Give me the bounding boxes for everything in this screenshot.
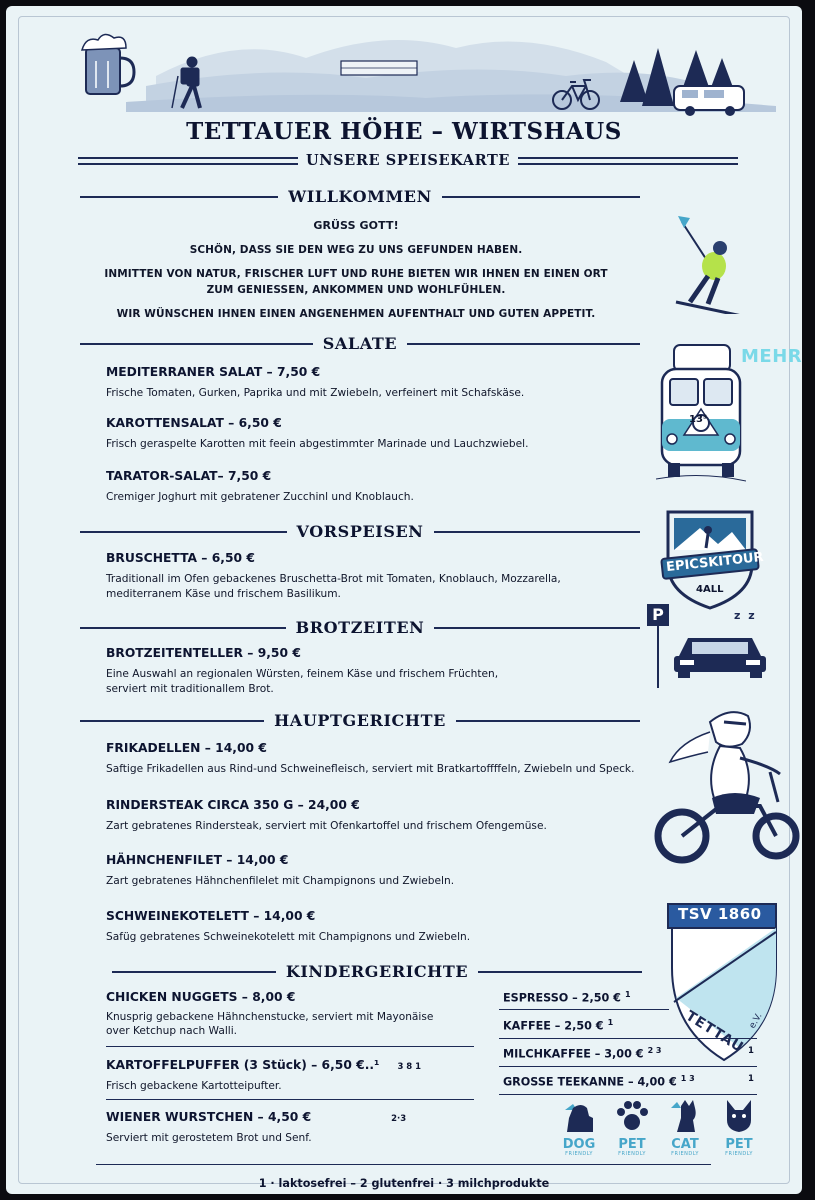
drink-name: MILCHKAFFEE – 3,00 € — [503, 1047, 644, 1061]
item-description-line: serviert mit traditionallem Brot. — [106, 683, 274, 695]
item-description: Zart gebratenes Rindersteak, serviert mit Ofenkartoffel und frischem Ofengemüse. — [106, 820, 547, 832]
allergen-note: 3 8 1 — [397, 1062, 422, 1072]
pet-label: PET — [725, 1137, 753, 1152]
mehr-label: MEHR — [741, 346, 802, 367]
subtitle-row — [78, 152, 738, 169]
drink-item — [503, 1018, 763, 1033]
drink-name: KAFFEE – 2,50 € — [503, 1019, 604, 1033]
menu-item — [106, 646, 706, 697]
item-name: MEDITERRANER SALAT – 7,50 € — [106, 365, 321, 379]
menu-item — [106, 365, 706, 401]
pet-sublabel: FRIENDLY — [565, 1151, 593, 1157]
section-title: VORSPEISEN — [296, 522, 424, 541]
divider — [499, 1038, 757, 1039]
ev-text: e.V. — [747, 1011, 765, 1031]
section-header-vorspeisen — [80, 522, 640, 541]
item-description: Frisch gebackene Kartotteipufter. — [106, 1080, 282, 1092]
parking-pole — [657, 626, 659, 688]
epicskitour-text: EPICSKITOUR — [665, 549, 765, 576]
pet-sublabel: FRIENDLY — [618, 1151, 646, 1157]
allergen-footnote: 1 · laktosefrei – 2 glutenfrei · 3 milchprodukte — [258, 1177, 550, 1190]
dog-friendly-badge — [554, 1096, 604, 1157]
divider — [106, 1046, 474, 1047]
forall-text: 4ALL — [696, 584, 724, 595]
drink-item — [503, 1046, 763, 1061]
menu-item — [106, 741, 706, 777]
welcome-line: WIR WÜNSCHEN IHNEN EINEN ANGENEHMEN AUFENTHALT UND GUTEN APPETIT. — [116, 308, 596, 320]
item-name: CHICKEN NUGGETS – 8,00 € — [106, 990, 296, 1004]
item-name: WIENER WURSTCHEN – 4,50 € — [106, 1110, 312, 1124]
item-description: Frisch geraspelte Karotten mit feein abgestimmter Marinade und Lauchzwiebel. — [106, 438, 529, 450]
item-name: BROTZEITENTELLER – 9,50 € — [106, 646, 301, 660]
menu-item — [106, 798, 706, 834]
skier-illustration — [668, 214, 748, 314]
dog-icon — [559, 1096, 599, 1134]
pet-label: DOG — [562, 1137, 596, 1152]
cat-icon — [665, 1096, 705, 1134]
menu-item — [106, 990, 466, 1038]
item-description — [106, 1010, 466, 1038]
item-description: Frische Tomaten, Gurken, Paprika und mit Zwiebeln, verfeinert mit Schafskäse. — [106, 387, 525, 399]
item-description-line: over Ketchup nach Walli. — [106, 1025, 238, 1037]
pet-friendly-badge — [607, 1096, 657, 1157]
menu-item — [106, 416, 706, 452]
allergen-note: 1 — [624, 990, 631, 999]
menu-page — [6, 6, 802, 1194]
item-description — [106, 572, 706, 602]
menu-subtitle: UNSERE SPEISEKARTE — [306, 152, 511, 169]
item-name: HÄHNCHENFILET – 14,00 € — [106, 853, 289, 867]
menu-item — [106, 1054, 466, 1093]
item-description: Saftige Frikadellen aus Rind-und Schweinefleisch, serviert mit Bratkartoffffeln, Zwiebeln und Speck. — [106, 763, 635, 775]
welcome-greeting: GRÜSS GOTT! — [313, 219, 399, 232]
item-description-line: Knusprig gebackene Hähnchenstucke, serviert mit Mayonäise — [106, 1011, 434, 1023]
menu-item — [106, 909, 706, 945]
cat-friendly-badge — [660, 1096, 710, 1157]
pet-label: PET — [618, 1137, 646, 1152]
drink-name: GROSSE TEEKANNE – 4,00 € — [503, 1075, 677, 1089]
car-illustration — [670, 624, 770, 680]
menu-item — [106, 853, 706, 889]
drink-item — [503, 990, 763, 1005]
pet-friendly-badge — [714, 1096, 764, 1157]
allergen-note: 2·3 — [391, 1114, 407, 1124]
section-title: HAUPTGERICHTE — [274, 711, 446, 730]
welcome-line: ZUM GENIESSEN, ANKOMMEN UND WOHLFÜHLEN. — [206, 284, 506, 296]
parking-sign-icon: P — [647, 604, 669, 626]
item-description-line: mediterranem Käse und frischem Basilikum. — [106, 588, 341, 600]
paw-icon — [612, 1096, 652, 1134]
pet-sublabel: FRIENDLY — [725, 1151, 753, 1157]
section-header-kindergerichte — [112, 962, 642, 981]
item-name: SCHWEINEKOTELETT – 14,00 € — [106, 909, 316, 923]
header-landscape-illustration — [6, 6, 802, 118]
divider — [499, 1094, 757, 1095]
drink-name: ESPRESSO – 2,50 € — [503, 991, 621, 1005]
welcome-line: SCHÖN, DASS SIE DEN WEG ZU UNS GEFUNDEN HABEN. — [189, 244, 523, 256]
item-description: Cremiger Joghurt mit gebratener Zucchinl und Knoblauch. — [106, 491, 414, 503]
sleep-zz-text: z z — [734, 609, 757, 622]
welcome-line: INMITTEN VON NATUR, FRISCHER LUFT UND RUHE BIETEN WIR IHNEN EN EINEN ORT — [104, 268, 608, 280]
menu-item — [106, 469, 706, 505]
section-title: WILLKOMMEN — [288, 187, 432, 206]
motorcycle-rider-illustration — [650, 702, 800, 864]
divider — [499, 1009, 669, 1010]
tsv-text: TSV 1860 — [678, 905, 762, 923]
item-name: TARATOR-SALAT– 7,50 € — [106, 469, 272, 483]
divider — [499, 1066, 757, 1067]
item-name: RINDERSTEAK CIRCA 350 G – 24,00 € — [106, 798, 360, 812]
allergen-note: 1 — [607, 1018, 614, 1027]
item-description: Safüg gebratenes Schweinekotelett mit Champignons und Zwiebeln. — [106, 931, 471, 943]
item-description — [106, 667, 706, 697]
item-description: Zart gebratenes Hähnchenfilelet mit Champignons und Zwiebeln. — [106, 875, 455, 887]
section-title: BROTZEITEN — [295, 618, 425, 637]
allergen-note: 1 — [748, 1046, 754, 1056]
item-description-line: Traditionall im Ofen gebackenes Bruschetta-Brot mit Tomaten, Knoblauch, Mozzarella, — [106, 573, 561, 585]
item-description-line: Eine Auswahl an regionalen Würsten, feinem Käse und frischem Früchten, — [106, 668, 499, 680]
item-name: BRUSCHETTA – 6,50 € — [106, 551, 255, 565]
section-header-salate — [80, 334, 640, 353]
menu-item — [106, 1106, 466, 1145]
beer-mug-icon — [82, 34, 134, 94]
section-header-brotzeiten — [80, 618, 640, 637]
divider — [106, 1099, 474, 1100]
dog-head-icon — [719, 1096, 759, 1134]
allergen-note: 1 3 — [680, 1074, 695, 1083]
allergen-note: 1 — [748, 1074, 754, 1084]
item-name: KARTOFFELPUFFER (3 Stück) – 6,50 €..¹ — [106, 1058, 380, 1072]
pet-sublabel: FRIENDLY — [671, 1151, 699, 1157]
item-name: KAROTTENSALAT – 6,50 € — [106, 416, 282, 430]
pet-label: CAT — [671, 1137, 699, 1152]
section-title: SALATE — [322, 334, 398, 353]
item-description: Serviert mit gerostetem Brot und Senf. — [106, 1132, 312, 1144]
section-header-hauptgerichte — [80, 711, 640, 730]
drink-item — [503, 1074, 763, 1089]
bus-plate: 13³ — [689, 414, 708, 425]
page-title: TETTAUER HÖHE – WIRTSHAUS — [186, 118, 622, 145]
footer-divider — [96, 1164, 711, 1165]
allergen-note: 2 3 — [647, 1046, 662, 1055]
section-title: KINDERGERICHTE — [285, 962, 469, 981]
menu-item — [106, 551, 706, 602]
tettau-text: TETTAU — [682, 1007, 747, 1057]
item-name: FRIKADELLEN – 14,00 € — [106, 741, 267, 755]
section-header-willkommen — [80, 187, 640, 206]
